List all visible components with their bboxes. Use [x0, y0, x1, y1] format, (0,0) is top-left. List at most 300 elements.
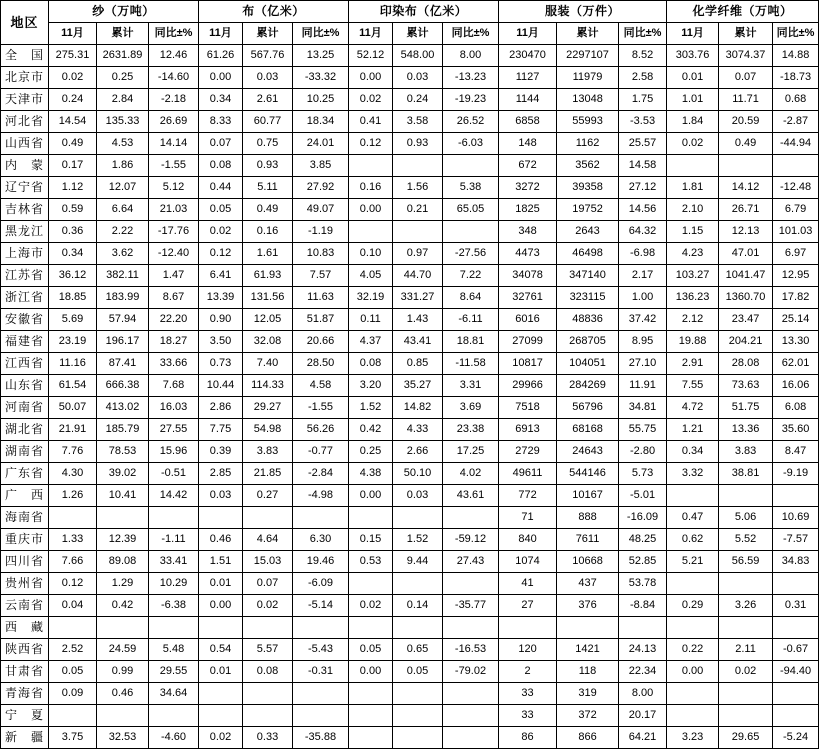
data-cell: 5.21 [667, 551, 719, 573]
subheader-printed-cumulative: 累计 [393, 23, 443, 45]
data-cell: 12.46 [149, 45, 199, 67]
data-cell: 2.91 [667, 353, 719, 375]
data-cell: 0.00 [349, 199, 393, 221]
data-cell: 1041.47 [719, 265, 773, 287]
data-cell: 13048 [557, 89, 619, 111]
table-row [1, 177, 819, 199]
data-cell: -3.53 [619, 111, 667, 133]
data-cell: 0.16 [243, 221, 293, 243]
data-cell: 39358 [557, 177, 619, 199]
data-cell: 3074.37 [719, 45, 773, 67]
region-cell: 西 藏 [1, 617, 49, 639]
subheader-fiber-cumulative: 累计 [719, 23, 773, 45]
data-cell: 136.23 [667, 287, 719, 309]
data-cell: 64.32 [619, 221, 667, 243]
data-cell: 2.10 [667, 199, 719, 221]
data-cell: 10.25 [293, 89, 349, 111]
data-cell: 0.46 [199, 529, 243, 551]
data-cell [667, 485, 719, 507]
data-cell: 3.50 [199, 331, 243, 353]
data-cell: 10.29 [149, 573, 199, 595]
data-cell [773, 485, 819, 507]
data-cell: 61.54 [49, 375, 97, 397]
data-cell: 20.17 [619, 705, 667, 727]
data-cell: 0.07 [719, 67, 773, 89]
data-cell [393, 221, 443, 243]
data-cell: 888 [557, 507, 619, 529]
table-row [1, 331, 819, 353]
data-cell: 6.41 [199, 265, 243, 287]
data-cell: 413.02 [97, 397, 149, 419]
data-cell: 12.07 [97, 177, 149, 199]
data-cell: 21.03 [149, 199, 199, 221]
data-cell: 0.33 [243, 727, 293, 749]
subheader-garments-cumulative: 累计 [557, 23, 619, 45]
data-cell: 1.47 [149, 265, 199, 287]
data-cell [719, 485, 773, 507]
data-cell: 0.24 [49, 89, 97, 111]
data-cell: 0.02 [243, 595, 293, 617]
data-cell: 10817 [499, 353, 557, 375]
region-cell: 安徽省 [1, 309, 49, 331]
subheader-cloth-cumulative: 累计 [243, 23, 293, 45]
data-cell: 0.05 [393, 661, 443, 683]
subheader-cloth-month: 11月 [199, 23, 243, 45]
table-row [1, 287, 819, 309]
data-cell: 7.75 [199, 419, 243, 441]
data-cell: 3.83 [719, 441, 773, 463]
data-cell [243, 507, 293, 529]
data-cell: -16.09 [619, 507, 667, 529]
data-cell: 27.55 [149, 419, 199, 441]
data-cell: 0.17 [49, 155, 97, 177]
table-row [1, 639, 819, 661]
table-row [1, 705, 819, 727]
region-cell: 吉林省 [1, 199, 49, 221]
data-cell: 185.79 [97, 419, 149, 441]
data-cell: 7.40 [243, 353, 293, 375]
data-cell: 25.14 [773, 309, 819, 331]
region-cell: 宁 夏 [1, 705, 49, 727]
data-cell: 1.81 [667, 177, 719, 199]
data-cell: 284269 [557, 375, 619, 397]
data-cell [393, 705, 443, 727]
data-cell: 0.68 [773, 89, 819, 111]
data-cell: 3.75 [49, 727, 97, 749]
data-cell: 2631.89 [97, 45, 149, 67]
data-cell [393, 155, 443, 177]
table-row [1, 45, 819, 67]
data-cell: -27.56 [443, 243, 499, 265]
data-cell: 10.69 [773, 507, 819, 529]
data-cell: 0.07 [199, 133, 243, 155]
data-cell: 2.11 [719, 639, 773, 661]
data-cell: 0.15 [349, 529, 393, 551]
data-cell: 24643 [557, 441, 619, 463]
table-row [1, 507, 819, 529]
data-cell: 17.82 [773, 287, 819, 309]
data-cell: -8.84 [619, 595, 667, 617]
data-cell: 16.03 [149, 397, 199, 419]
data-cell: 41 [499, 573, 557, 595]
data-cell: 4.05 [349, 265, 393, 287]
data-cell: 0.05 [199, 199, 243, 221]
data-cell [719, 155, 773, 177]
region-cell: 云南省 [1, 595, 49, 617]
data-cell: 49611 [499, 463, 557, 485]
subheader-yarn-month: 11月 [49, 23, 97, 45]
data-cell: 544146 [557, 463, 619, 485]
table-row [1, 221, 819, 243]
data-cell: 101.03 [773, 221, 819, 243]
data-cell: 24.59 [97, 639, 149, 661]
data-cell: 567.76 [243, 45, 293, 67]
data-cell: 4.23 [667, 243, 719, 265]
region-cell: 甘肃省 [1, 661, 49, 683]
data-cell: 0.02 [667, 133, 719, 155]
data-cell: 14.54 [49, 111, 97, 133]
data-cell: 1144 [499, 89, 557, 111]
data-cell: 3.26 [719, 595, 773, 617]
data-cell: 0.85 [393, 353, 443, 375]
data-cell: 28.50 [293, 353, 349, 375]
data-cell: 1.56 [393, 177, 443, 199]
data-cell: 48836 [557, 309, 619, 331]
data-cell: 204.21 [719, 331, 773, 353]
data-cell: 11.71 [719, 89, 773, 111]
data-cell: 21.85 [243, 463, 293, 485]
data-cell: 4.53 [97, 133, 149, 155]
data-cell: 36.12 [49, 265, 97, 287]
data-cell: 148 [499, 133, 557, 155]
data-cell: 6.97 [773, 243, 819, 265]
data-cell: 0.12 [199, 243, 243, 265]
data-cell: 52.85 [619, 551, 667, 573]
data-cell: 1.26 [49, 485, 97, 507]
data-cell [619, 617, 667, 639]
data-cell: 43.41 [393, 331, 443, 353]
data-cell: 8.00 [619, 683, 667, 705]
data-cell: 0.36 [49, 221, 97, 243]
column-group-yarn: 纱（万吨） [49, 1, 199, 23]
region-cell: 广 西 [1, 485, 49, 507]
data-cell: 2.58 [619, 67, 667, 89]
data-cell: 548.00 [393, 45, 443, 67]
data-cell: 12.05 [243, 309, 293, 331]
data-cell: 3.20 [349, 375, 393, 397]
region-cell: 福建省 [1, 331, 49, 353]
data-cell: 26.71 [719, 199, 773, 221]
data-cell [443, 683, 499, 705]
data-cell: 5.12 [149, 177, 199, 199]
data-cell: 28.08 [719, 353, 773, 375]
data-cell: 3.58 [393, 111, 443, 133]
data-cell [243, 683, 293, 705]
data-cell: -33.32 [293, 67, 349, 89]
header-subcolumn-row [1, 23, 819, 45]
data-cell: 0.09 [49, 683, 97, 705]
data-cell: -0.31 [293, 661, 349, 683]
data-cell: 6.30 [293, 529, 349, 551]
data-cell [443, 617, 499, 639]
data-cell: 13.25 [293, 45, 349, 67]
data-cell: 14.82 [393, 397, 443, 419]
data-cell: 14.88 [773, 45, 819, 67]
data-cell: 24.13 [619, 639, 667, 661]
region-cell: 江苏省 [1, 265, 49, 287]
data-cell: -2.84 [293, 463, 349, 485]
data-cell: 10167 [557, 485, 619, 507]
data-cell: 11.63 [293, 287, 349, 309]
data-cell: 10.44 [199, 375, 243, 397]
data-cell: 0.02 [199, 221, 243, 243]
column-header-region: 地区 [1, 1, 49, 45]
data-cell: 866 [557, 727, 619, 749]
data-cell: 38.81 [719, 463, 773, 485]
data-cell: 131.56 [243, 287, 293, 309]
data-cell: 0.42 [97, 595, 149, 617]
data-cell: 114.33 [243, 375, 293, 397]
data-cell: 4.64 [243, 529, 293, 551]
data-cell: 2.52 [49, 639, 97, 661]
data-cell [667, 155, 719, 177]
data-cell: 0.07 [243, 573, 293, 595]
data-cell: 3.83 [243, 441, 293, 463]
data-cell: -0.77 [293, 441, 349, 463]
data-cell: 4.38 [349, 463, 393, 485]
data-cell: 0.93 [243, 155, 293, 177]
data-cell: 0.00 [349, 661, 393, 683]
table-body [1, 45, 819, 749]
data-cell: -6.98 [619, 243, 667, 265]
data-cell: 0.34 [49, 243, 97, 265]
data-cell: 376 [557, 595, 619, 617]
data-cell: 33.66 [149, 353, 199, 375]
data-cell [393, 683, 443, 705]
data-cell: 35.27 [393, 375, 443, 397]
data-cell: 1.51 [199, 551, 243, 573]
data-cell: 5.48 [149, 639, 199, 661]
data-cell [349, 705, 393, 727]
region-cell: 上海市 [1, 243, 49, 265]
data-cell: -6.09 [293, 573, 349, 595]
region-cell: 海南省 [1, 507, 49, 529]
region-cell: 内 蒙 [1, 155, 49, 177]
data-cell: -5.01 [619, 485, 667, 507]
data-cell: 12.39 [97, 529, 149, 551]
data-cell: 7.76 [49, 441, 97, 463]
table-row [1, 727, 819, 749]
data-cell: -35.77 [443, 595, 499, 617]
table-row [1, 133, 819, 155]
data-cell [199, 617, 243, 639]
region-cell: 四川省 [1, 551, 49, 573]
data-cell: 24.01 [293, 133, 349, 155]
data-cell: -7.57 [773, 529, 819, 551]
data-cell [243, 705, 293, 727]
table-row [1, 67, 819, 89]
data-cell: 0.75 [243, 133, 293, 155]
data-cell: 5.69 [49, 309, 97, 331]
data-cell: 32761 [499, 287, 557, 309]
data-cell: 0.04 [49, 595, 97, 617]
data-cell: 3.85 [293, 155, 349, 177]
data-cell: 0.44 [199, 177, 243, 199]
data-cell: 20.59 [719, 111, 773, 133]
data-cell: 3272 [499, 177, 557, 199]
data-cell: 0.27 [243, 485, 293, 507]
region-cell: 天津市 [1, 89, 49, 111]
data-cell: 0.00 [349, 485, 393, 507]
data-cell: 68168 [557, 419, 619, 441]
data-cell: 14.56 [619, 199, 667, 221]
data-cell: 53.78 [619, 573, 667, 595]
table-row [1, 573, 819, 595]
data-cell [393, 573, 443, 595]
data-cell: 2.61 [243, 89, 293, 111]
data-cell: -12.40 [149, 243, 199, 265]
data-cell: 2729 [499, 441, 557, 463]
data-cell: 7.68 [149, 375, 199, 397]
data-cell: 1.84 [667, 111, 719, 133]
data-cell: -5.43 [293, 639, 349, 661]
data-cell: 22.34 [619, 661, 667, 683]
data-cell: 57.94 [97, 309, 149, 331]
data-cell: 0.90 [199, 309, 243, 331]
data-cell: 7.57 [293, 265, 349, 287]
table-row [1, 89, 819, 111]
data-cell: 0.01 [667, 67, 719, 89]
data-cell: 55993 [557, 111, 619, 133]
table-row [1, 463, 819, 485]
data-cell: 4.30 [49, 463, 97, 485]
data-cell [349, 507, 393, 529]
data-cell: 34.83 [773, 551, 819, 573]
data-cell: 303.76 [667, 45, 719, 67]
data-cell [293, 683, 349, 705]
data-cell [773, 705, 819, 727]
data-cell: -0.51 [149, 463, 199, 485]
data-cell: 3.69 [443, 397, 499, 419]
data-cell: 10.41 [97, 485, 149, 507]
data-cell: 120 [499, 639, 557, 661]
data-cell: 21.91 [49, 419, 97, 441]
data-cell: 2.22 [97, 221, 149, 243]
region-cell: 重庆市 [1, 529, 49, 551]
data-cell: 37.42 [619, 309, 667, 331]
data-cell: 772 [499, 485, 557, 507]
data-cell: -18.73 [773, 67, 819, 89]
region-cell: 山东省 [1, 375, 49, 397]
data-cell: 52.12 [349, 45, 393, 67]
data-cell: 319 [557, 683, 619, 705]
data-cell: 29966 [499, 375, 557, 397]
data-cell: 348 [499, 221, 557, 243]
data-cell: 5.73 [619, 463, 667, 485]
data-cell [349, 617, 393, 639]
data-cell: 0.00 [199, 595, 243, 617]
data-cell [443, 573, 499, 595]
data-cell: 56796 [557, 397, 619, 419]
data-cell: 34.81 [619, 397, 667, 419]
data-cell: 0.49 [719, 133, 773, 155]
data-cell: 62.01 [773, 353, 819, 375]
data-cell: 18.27 [149, 331, 199, 353]
subheader-garments-yoy: 同比±% [619, 23, 667, 45]
data-cell: 0.22 [667, 639, 719, 661]
data-cell [243, 617, 293, 639]
data-cell: 87.41 [97, 353, 149, 375]
data-cell: 1.61 [243, 243, 293, 265]
data-cell: 18.85 [49, 287, 97, 309]
data-cell: 0.65 [393, 639, 443, 661]
data-cell: 1.01 [667, 89, 719, 111]
data-cell: 0.25 [349, 441, 393, 463]
data-cell: -44.94 [773, 133, 819, 155]
data-cell: 4.33 [393, 419, 443, 441]
region-cell: 湖南省 [1, 441, 49, 463]
data-cell: 437 [557, 573, 619, 595]
table-row [1, 485, 819, 507]
data-cell: 0.73 [199, 353, 243, 375]
data-cell: 0.59 [49, 199, 97, 221]
data-cell: 0.12 [49, 573, 97, 595]
data-cell: 2.12 [667, 309, 719, 331]
region-cell: 新 疆 [1, 727, 49, 749]
data-cell [149, 705, 199, 727]
data-cell: 6.64 [97, 199, 149, 221]
table-row [1, 199, 819, 221]
region-cell: 河北省 [1, 111, 49, 133]
data-cell: 13.36 [719, 419, 773, 441]
data-cell: 0.34 [199, 89, 243, 111]
data-cell: 1.43 [393, 309, 443, 331]
data-cell: 0.29 [667, 595, 719, 617]
data-cell: 1.52 [393, 529, 443, 551]
data-cell [293, 617, 349, 639]
data-cell: 89.08 [97, 551, 149, 573]
data-cell: 22.20 [149, 309, 199, 331]
data-cell [49, 617, 97, 639]
data-cell: 1.86 [97, 155, 149, 177]
data-cell: 14.12 [719, 177, 773, 199]
data-cell: 48.25 [619, 529, 667, 551]
data-cell [49, 507, 97, 529]
data-cell: 25.57 [619, 133, 667, 155]
data-cell [199, 683, 243, 705]
region-cell: 陕西省 [1, 639, 49, 661]
data-cell: 32.53 [97, 727, 149, 749]
data-cell [719, 617, 773, 639]
data-cell: -2.87 [773, 111, 819, 133]
data-cell: -1.11 [149, 529, 199, 551]
data-cell: 1360.70 [719, 287, 773, 309]
subheader-yarn-yoy: 同比±% [149, 23, 199, 45]
data-cell [149, 617, 199, 639]
data-cell [97, 617, 149, 639]
data-cell: 8.33 [199, 111, 243, 133]
table-row [1, 243, 819, 265]
data-cell: 34.64 [149, 683, 199, 705]
data-cell: -2.80 [619, 441, 667, 463]
data-cell: -59.12 [443, 529, 499, 551]
data-cell: 19752 [557, 199, 619, 221]
data-cell: 39.02 [97, 463, 149, 485]
data-cell: 0.93 [393, 133, 443, 155]
data-cell: -1.55 [149, 155, 199, 177]
table-row [1, 441, 819, 463]
data-cell: 0.00 [199, 67, 243, 89]
